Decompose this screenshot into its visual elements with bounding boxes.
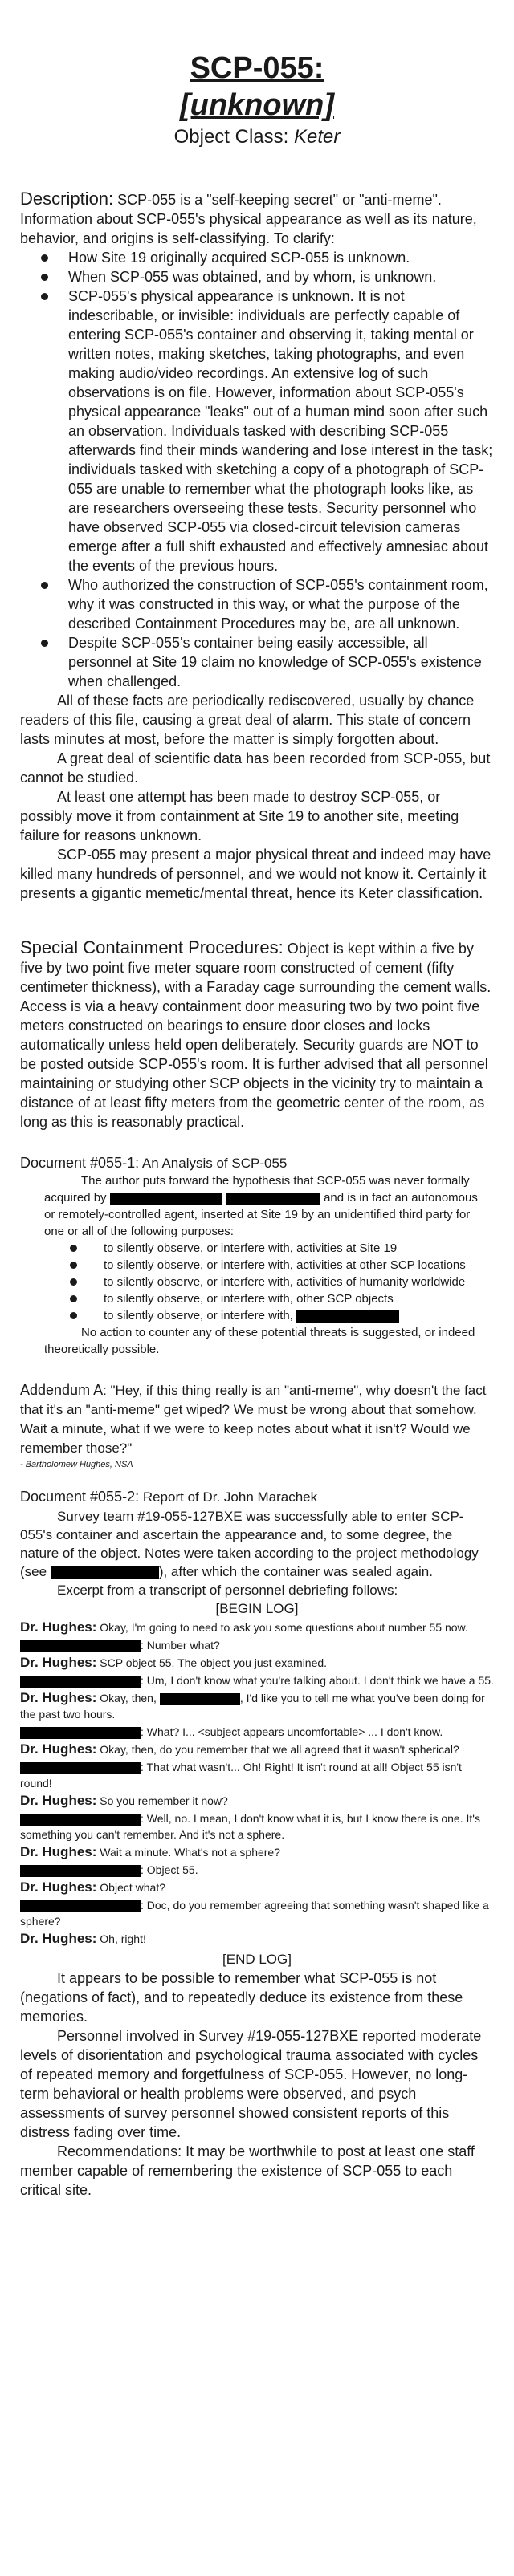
log-text: Oh, right! (96, 1932, 146, 1945)
addendum-signature: - Bartholomew Hughes, NSA (20, 1460, 133, 1469)
log-entry (20, 1897, 494, 1929)
log-text: Object what? (96, 1881, 166, 1894)
addendum-section (20, 1380, 494, 1471)
log-text: Okay, I'm going to need to ask you some questions about number 55 now. (96, 1621, 468, 1634)
document-2-heading: Document #055-2: (20, 1489, 140, 1505)
list-item: to silently observe, or interfere with, activities at other SCP locations (104, 1257, 486, 1274)
log-text: Wait a minute. What's not a sphere? (96, 1846, 280, 1859)
paragraph: SCP-055 may present a major physical threat and indeed may have killed many hundreds of personnel, and we would not know it. Certainly it presents a gigantic memetic/mental threat, hence its Keter classification. (20, 847, 492, 901)
log-end: [END LOG] (222, 1952, 292, 1967)
redaction (20, 1640, 141, 1652)
list-item: SCP-055's physical appearance is unknown. It is not indescribable, or invisible: individuals are perfectly capable of entering SCP-055's container and observing it, taking mental or written notes, making sketches, taking photographs, and even making audio/video recordings. An extensive log of such observations is on file. However, information about SCP-055's physical appearance "leaks" out of a human mind soon after such an observation. Individuals tasked with describing SCP-055 afterwards find their minds wandering and lose interest in the task; individuals tasked with sketching a copy of a photograph of SCP-055 are unable to remember what the photograph looks like, as are researchers overseeing these tests. Security personnel who have observed SCP-055 via closed-circuit television cameras emerge after a full shift exhausted and effectively amnesiac about the events of the previous hours. (68, 288, 493, 574)
redaction (160, 1693, 240, 1705)
transcript-log (20, 1619, 494, 1947)
redaction (296, 1310, 399, 1323)
page-title: SCP-055: (190, 51, 324, 85)
page-subtitle: [unknown] (179, 88, 335, 122)
redaction (226, 1193, 320, 1205)
redaction (110, 1193, 222, 1205)
document-2-title: Report of Dr. John Marachek (139, 1489, 318, 1505)
log-entry (20, 1810, 494, 1843)
paragraph: Personnel involved in Survey #19-055-127BXE reported moderate levels of disorientation and psychological trauma associated with cycles of repeated memory and forgetfulness of SCP-055. However, no long-term behavioral or health problems were observed, and psych assessments of survey personnel showed consistent reports of this distress fading over time. (20, 2028, 482, 2140)
document-1-closing: No action to counter any of these potential threats is suggested, or indeed theoretically possible. (44, 1326, 475, 1356)
document-1-heading: Document #055-1: (20, 1155, 140, 1171)
log-begin: [BEGIN LOG] (215, 1601, 299, 1616)
speaker-name: Dr. Hughes: (20, 1655, 97, 1670)
document-055-1 (20, 1154, 494, 1358)
list-item: When SCP-055 was obtained, and by whom, is unknown. (68, 267, 494, 286)
log-entry (20, 1637, 494, 1653)
log-text: : Object 55. (141, 1863, 198, 1876)
paragraph: A great deal of scientific data has been recorded from SCP-055, but cannot be studied. (20, 750, 491, 786)
log-text: Okay, then, (96, 1692, 157, 1704)
log-entry (20, 1862, 494, 1878)
log-entry (20, 1672, 494, 1688)
speaker-name: Dr. Hughes: (20, 1793, 97, 1808)
speaker-name: Dr. Hughes: (20, 1690, 97, 1705)
document-055-2 (20, 1487, 494, 2200)
redaction (20, 1676, 141, 1688)
object-class (20, 125, 494, 149)
log-entry (20, 1793, 494, 1809)
log-entry (20, 1655, 494, 1671)
object-class-label: Object Class: (173, 126, 294, 148)
log-entry (20, 1724, 494, 1740)
log-text: : What? I... <subject appears uncomfortable> ... I don't know. (141, 1725, 443, 1738)
redaction (20, 1865, 141, 1877)
list-item: to silently observe, or interfere with, (104, 1307, 486, 1324)
log-entry (20, 1931, 494, 1947)
containment-text: Object is kept within a five by five by two point five meter square room constructed of cement (fifty centimeter thickness), with a Faraday cage surrounding the cement walls. Access is via a heavy containment door measuring two by two point five meters constructed on bearings to ensure door closes and locks automatically unless held open deliberately. Security guards are NOT to be posted outside SCP-055's room. It is further advised that all personnel maintaining or studying other SCP objects in the vicinity try to maintain a distance of at least fifty meters from the geometric center of the room, as long as this is reasonably practical. (20, 941, 492, 1130)
log-entry (20, 1619, 494, 1635)
description-list (20, 248, 494, 691)
list-item: Who authorized the construction of SCP-055's containment room, why it was constructed in this way, or what the purpose of the described Containment Procedures may be, are all unknown. (68, 575, 494, 633)
log-entry (20, 1690, 494, 1722)
document-page (20, 0, 494, 2200)
document-1-list (44, 1240, 486, 1324)
redaction (20, 1727, 141, 1739)
log-entry (20, 1844, 494, 1860)
log-text: Okay, then, do you remember that we all agreed that it wasn't spherical? (96, 1743, 459, 1756)
log-text: SCP object 55. The object you just examined. (96, 1656, 328, 1669)
log-text: : That what wasn't... Oh! Right! It isn't round at all! Object 55 isn't round! (20, 1761, 462, 1790)
object-class-value: Keter (294, 126, 341, 148)
speaker-name: Dr. Hughes: (20, 1741, 97, 1757)
document-1-paragraph: The author puts forward the hypothesis that SCP-055 was never formally acquired by and is in fact an autonomous or remotely-controlled agent, inserted at Site 19 by an unidentified third party for one or all of the following purposes: (44, 1174, 478, 1238)
list-item: How Site 19 originally acquired SCP-055 is unknown. (68, 248, 494, 267)
speaker-name: Dr. Hughes: (20, 1931, 97, 1946)
containment-section (20, 938, 494, 1132)
log-entry (20, 1879, 494, 1895)
log-text: : Number what? (141, 1639, 220, 1652)
document-2-excerpt: Excerpt from a transcript of personnel debriefing follows: (57, 1583, 398, 1598)
log-text: , I'd like you to tell me what you've been doing for the past two hours. (20, 1692, 485, 1721)
description-intro: SCP-055 is a "self-keeping secret" or "anti-meme". Information about SCP-055's physical appearance as well as its nature, behavior, and origins is self-classifying. To clarify: (20, 192, 477, 246)
description-section (20, 189, 494, 903)
paragraph: Recommendations: It may be worthwhile to post at least one staff member capable of remembering the existence of SCP-055 to each critical site. (20, 2143, 475, 2198)
speaker-name: Dr. Hughes: (20, 1844, 97, 1859)
redaction (51, 1566, 159, 1579)
document-1-title: An Analysis of SCP-055 (139, 1156, 288, 1171)
document-2-intro: Survey team #19-055-127BXE was successfully able to enter SCP-055's container and ascertain the appearance and, to some degree, the nature of the object. Notes were taken according to the project methodology (see ), after which the container was sealed again. (20, 1509, 479, 1579)
log-entry (20, 1741, 494, 1757)
list-item: Despite SCP-055's container being easily accessible, all personnel at Site 19 claim no knowledge of SCP-055's existence when challenged. (68, 633, 494, 691)
log-text: : Doc, do you remember agreeing that something wasn't shaped like a sphere? (20, 1899, 489, 1928)
speaker-name: Dr. Hughes: (20, 1619, 97, 1635)
containment-heading: Special Containment Procedures: (20, 937, 284, 957)
paragraph: It appears to be possible to remember what SCP-055 is not (negations of fact), and to repeatedly deduce its existence from these memories. (20, 1970, 463, 2025)
log-entry (20, 1759, 494, 1791)
speaker-name: Dr. Hughes: (20, 1879, 97, 1895)
addendum-heading: Addendum A (20, 1382, 104, 1398)
list-item: to silently observe, or interfere with, activities of humanity worldwide (104, 1274, 486, 1290)
log-text: : Well, no. I mean, I don't know what it is, but I know there is one. It's something you can't remember. And it's not a sphere. (20, 1812, 480, 1841)
paragraph: At least one attempt has been made to destroy SCP-055, or possibly move it from containment at Site 19 to another site, meeting failure for reasons unknown. (20, 789, 459, 843)
redaction (20, 1762, 141, 1774)
description-heading: Description: (20, 189, 114, 209)
list-item: to silently observe, or interfere with, activities at Site 19 (104, 1240, 486, 1257)
list-item: to silently observe, or interfere with, other SCP objects (104, 1290, 486, 1307)
redaction (20, 1814, 141, 1826)
addendum-quote: : "Hey, if this thing really is an "anti-meme", why doesn't the fact that it's an "anti-meme" get wiped? We must be wrong about that somehow. Wait a minute, what if we were to keep notes about what it isn't? Would we remember those?" (20, 1383, 487, 1456)
log-text: : Um, I don't know what you're talking about. I don't think we have a 55. (141, 1674, 494, 1687)
log-text: So you remember it now? (96, 1794, 228, 1807)
paragraph: All of these facts are periodically rediscovered, usually by chance readers of this file, causing a great deal of alarm. This state of concern lasts minutes at most, before the matter is simply forgotten about. (20, 693, 475, 747)
redaction (20, 1900, 141, 1912)
